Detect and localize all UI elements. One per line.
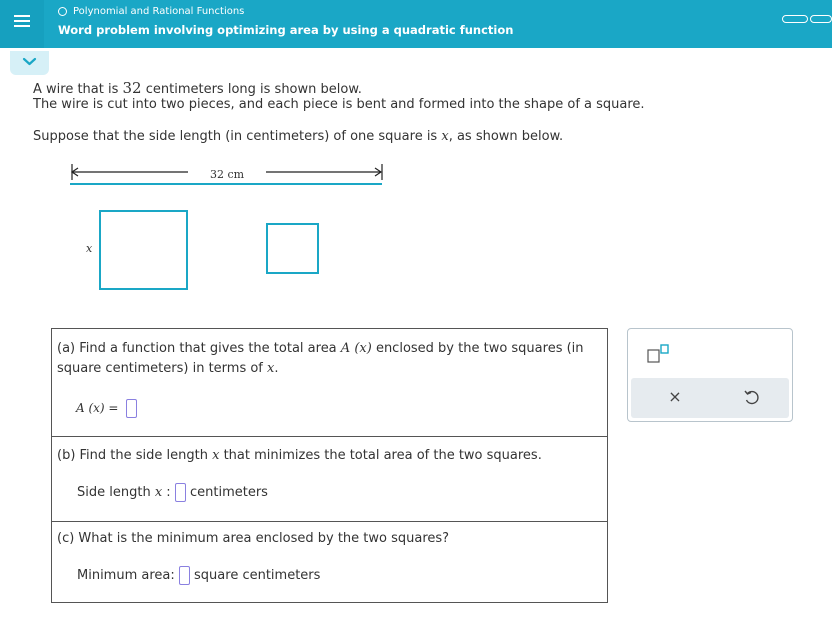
part-c-question: (c) What is the minimum area enclosed by the two squares?	[57, 531, 450, 546]
problem-text: Suppose that the side length (in centimeters) of one square is	[33, 129, 442, 144]
wire-length-label: 32 cm	[210, 168, 245, 181]
unit-label: square centimeters	[194, 568, 321, 583]
answer-label: Side length	[77, 485, 155, 500]
part-c-answer-row	[77, 566, 320, 585]
large-square	[100, 211, 187, 289]
question-text: .	[274, 361, 279, 376]
collapse-header-button[interactable]	[10, 51, 49, 75]
part-a-answer-row	[76, 399, 137, 418]
menu-icon-line	[14, 20, 30, 22]
menu-button[interactable]	[0, 0, 44, 48]
problem-line-2: The wire is cut into two pieces, and each piece is bent and formed into the shape of a square.	[33, 97, 645, 112]
answer-label: :	[162, 485, 171, 500]
part-a-panel	[51, 328, 608, 437]
topic-breadcrumb	[58, 6, 244, 17]
question-text: (a) Find a function that gives the total area	[57, 341, 341, 356]
progress-segment	[810, 15, 832, 23]
part-b-question	[57, 448, 542, 463]
topic-circle-icon	[58, 7, 67, 16]
progress-segment	[782, 15, 808, 23]
problem-line-1	[33, 79, 362, 97]
page-title: Word problem involving optimizing area by using a quadratic function	[58, 23, 514, 37]
variable-x: x	[212, 448, 220, 463]
answer-tools-panel	[627, 328, 793, 422]
menu-icon-line	[14, 25, 30, 27]
unit-label: centimeters	[189, 485, 268, 500]
part-c-panel	[51, 521, 608, 603]
variable-x: x	[154, 485, 163, 500]
problem-text: A wire that is	[33, 82, 123, 97]
close-icon[interactable]: ×	[668, 387, 682, 406]
undo-icon[interactable]	[742, 386, 762, 408]
wire-figure	[66, 160, 396, 300]
variable-x: x	[441, 129, 449, 144]
small-square	[267, 224, 318, 273]
question-text: enclosed by the two squares (in	[371, 341, 584, 356]
topic-label: Polynomial and Rational Functions	[73, 6, 245, 17]
question-text: (b) Find the side length	[57, 448, 213, 463]
area-function-input[interactable]	[126, 399, 137, 418]
answer-label: Minimum area:	[77, 568, 175, 583]
minimum-area-input[interactable]	[179, 566, 190, 585]
variable-x: x	[267, 361, 275, 376]
part-b-panel	[51, 436, 608, 522]
tools-button-bar	[631, 378, 789, 418]
menu-icon	[14, 15, 30, 17]
problem-text: , as shown below.	[448, 129, 564, 144]
wire-length-value: 32	[122, 79, 142, 97]
chevron-down-icon	[10, 51, 49, 75]
side-length-label: x	[86, 242, 93, 255]
part-a-question	[57, 341, 584, 356]
part-b-answer-row	[77, 483, 268, 502]
function-name: A	[340, 341, 351, 356]
wire-diagram	[66, 160, 396, 300]
progress-indicator	[782, 15, 832, 24]
answer-lhs: A (x) =	[76, 401, 119, 415]
top-bar	[0, 0, 832, 48]
superscript-box-icon[interactable]	[647, 344, 671, 364]
part-a-question-line2	[57, 361, 279, 376]
question-text: that minimizes the total area of the two squares.	[219, 448, 542, 463]
problem-line-3	[33, 129, 563, 144]
question-text: square centimeters) in terms of	[57, 361, 268, 376]
problem-text: centimeters long is shown below.	[141, 82, 362, 97]
side-length-input[interactable]	[175, 483, 186, 502]
function-arg: (x)	[354, 341, 372, 356]
